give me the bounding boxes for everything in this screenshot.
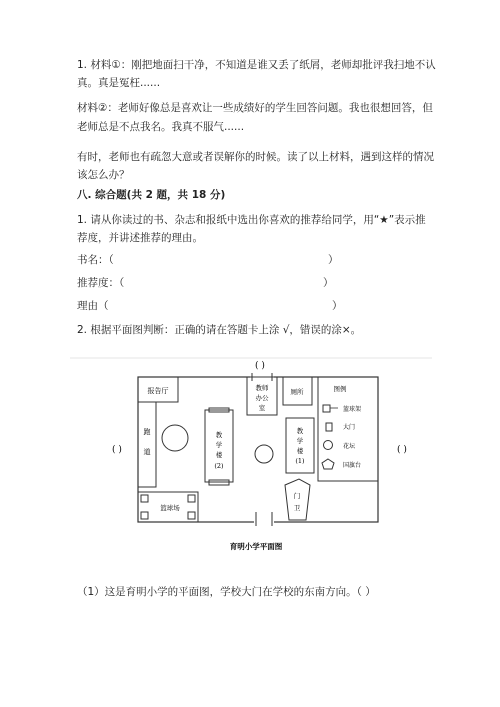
right-blank: ( ) xyxy=(397,445,407,455)
flag-platform-icon xyxy=(322,459,334,469)
top-blank: ( ) xyxy=(255,361,265,371)
court-hoop-bottom-right xyxy=(188,512,195,519)
legend-item-1: 篮球架 xyxy=(343,406,362,413)
material2-line2: 老师总是不点我名。我真不服气...... xyxy=(77,121,245,133)
q2-text: 2. 根据平面图判断：正确的请在答题卡上涂 √，错误的涂×。 xyxy=(77,324,362,336)
teacher-office-label-2: 办公 xyxy=(255,394,269,402)
legend-item-3: 花坛 xyxy=(343,443,356,450)
tb2-label-4: (2) xyxy=(214,462,224,470)
q1-line1: 1. 请从你读过的书、杂志和报纸中选出你喜欢的推荐给同学，用“★”表示推 xyxy=(77,214,426,226)
guard-room-label-1: 门 xyxy=(293,492,301,500)
reason-label: 理由（ xyxy=(77,300,109,312)
legend-title: 图例 xyxy=(333,385,347,393)
round-flowerbed-left xyxy=(162,425,188,451)
runway-strip xyxy=(138,402,156,487)
material2-line1: 材料②：老师好像总是喜欢让一些成绩好的学生回答问题。我也很想回答，但 xyxy=(77,102,433,114)
tb1-label-3: 楼 xyxy=(296,447,304,455)
sub-question-1: （1）这是育明小学的平面图，学校大门在学校的东南方向。（ ） xyxy=(77,586,376,598)
book-label: 书名：（ xyxy=(77,254,114,266)
question-line2: 该怎么办？ xyxy=(77,169,130,181)
tb1-label-2: 学 xyxy=(296,437,304,445)
material1-line1: 1. 材料①：刚把地面扫干净，不知道是谁又丢了纸屑，老师却批评我扫地不认 xyxy=(77,59,436,71)
rating-label: 推荐度：（ xyxy=(77,277,125,289)
runway-label-2: 道 xyxy=(143,448,151,456)
basketball-hoop-icon xyxy=(323,405,330,412)
book-close: ） xyxy=(328,254,339,266)
round-flowerbed-middle xyxy=(255,445,273,463)
basketball-court-label: 篮球场 xyxy=(160,504,180,512)
toilet-label: 厕所 xyxy=(290,388,304,396)
question-line1: 有时，老师也有疏忽大意或者误解你的时候。读了以上材料，遇到这样的情况 xyxy=(77,151,434,163)
tb1-label-1: 教 xyxy=(296,427,304,435)
rating-close: ） xyxy=(323,277,334,289)
tb2-label-1: 教 xyxy=(215,431,223,439)
court-hoop-top-right xyxy=(188,495,195,502)
q1-line2: 荐度，并讲述推荐的理由。 xyxy=(77,232,203,244)
tb2-label-2: 学 xyxy=(215,441,223,449)
section-8-title: 八. 综合题(共 2 题，共 18 分) xyxy=(77,189,226,201)
runway-label-1: 跑 xyxy=(143,428,151,436)
guard-room-label-2: 卫 xyxy=(293,504,301,512)
teacher-office-label-3: 室 xyxy=(258,404,266,412)
court-hoop-bottom-left xyxy=(141,512,148,519)
bottom-gate-gap xyxy=(254,518,274,526)
school-floor-plan xyxy=(70,352,432,567)
court-hoop-top-left xyxy=(141,495,148,502)
tb2-label-3: 楼 xyxy=(215,451,223,459)
legend-item-4: 国旗台 xyxy=(343,462,362,469)
left-blank: ( ) xyxy=(112,445,122,455)
newspaper-hall-label: 报告厅 xyxy=(147,387,169,395)
legend-item-2: 大门 xyxy=(343,424,356,431)
plan-caption: 育明小学平面图 xyxy=(229,542,283,551)
material1-line2: 真。真是冤枉...... xyxy=(77,77,161,89)
main-gate-icon xyxy=(326,423,332,431)
tb1-label-4: (1) xyxy=(295,457,305,465)
flowerbed-icon xyxy=(324,441,333,450)
reason-close: ） xyxy=(332,300,343,312)
teacher-office-label-1: 教师 xyxy=(255,384,269,392)
